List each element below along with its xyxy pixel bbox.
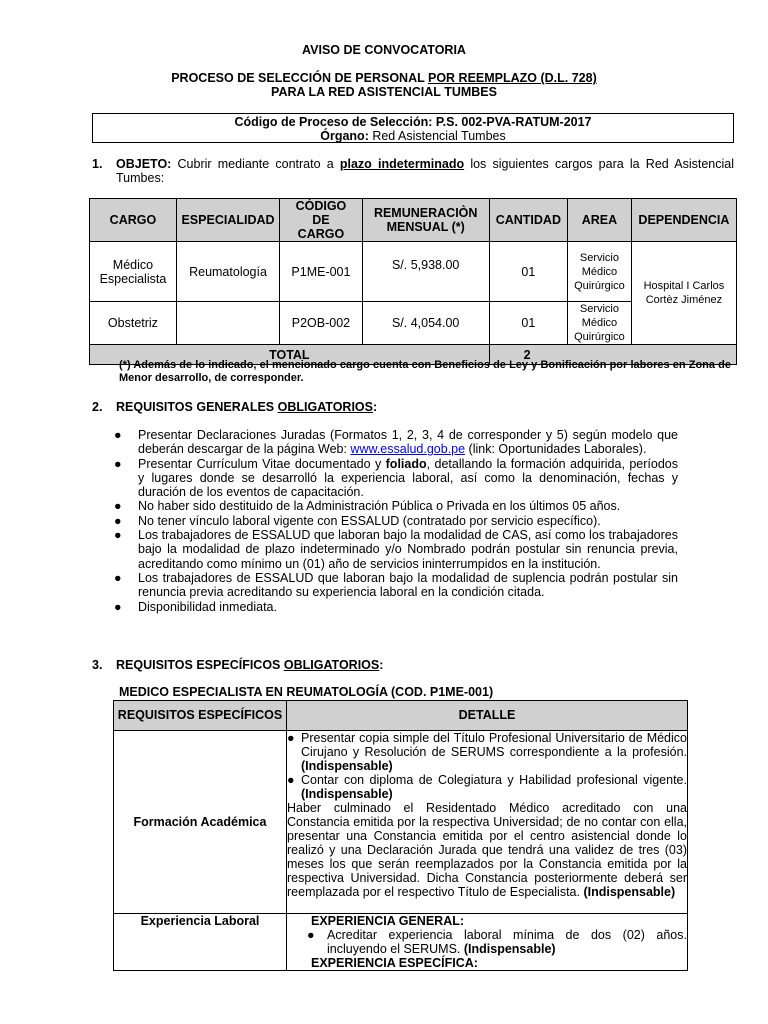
position-subtitle: MEDICO ESPECIALISTA EN REUMATOLOGÍA (COD. P1ME-001): [119, 685, 494, 699]
detail-emphasis: (Indispensable): [463, 942, 556, 956]
list-item: [112, 528, 678, 571]
table-row: [114, 914, 688, 971]
bullet-icon: ●: [114, 528, 122, 543]
bullet-icon: ●: [114, 456, 122, 471]
process-title-underlined: POR REEMPLAZO (D.L. 728): [427, 71, 597, 85]
cell-cantidad: 01: [489, 302, 567, 345]
process-title-part: PROCESO DE SELECCIÓN DE PERSONAL: [171, 71, 428, 85]
section1-text-end: los siguientes cargos para la Red Asistencial Tumbes:: [116, 157, 734, 185]
col-codigo: CÓDIGO DE CARGO: [280, 199, 363, 242]
item-emphasis: foliado: [385, 456, 427, 471]
section1-number: 1.: [92, 157, 103, 171]
list-item: [112, 457, 678, 500]
cell-cargo: Médico Especialista: [90, 242, 177, 302]
section1-objective: [116, 157, 734, 185]
detail-text: Haber culminado el Residentado Médico acreditado con una Constancia emitida por la respectiva Universidad; de no contar con ella, presentar una Constancia emitida por el centro asistencial donde lo realizó y una Declaración Jurada que tendrá una validez de tres (03) meses los que serán reemplazados por la Constancia emitida por la respectiva Universidad. Dicha Constancia posteriormente deberá ser reemplazada por el respectivo Título de Especialista.: [287, 801, 687, 899]
positions-header-row: [90, 199, 737, 242]
detail-emphasis: (Indispensable): [301, 787, 393, 801]
list-item: [112, 571, 678, 600]
item-text: Los trabajadores de ESSALUD que laboran bajo la modalidad de CAS, así como los trabajadores bajo la modalidad de plazo indeterminado y/o Nombrado podrán postular sin renuncia previa, acreditando como mínimo un (01) año de servicios ininterrumpidos en la institución.: [138, 528, 678, 571]
essalud-link[interactable]: www.essalud.gob.pe: [350, 442, 466, 457]
cell-remuneracion: S/. 4,054.00: [362, 302, 489, 345]
row-detail-formacion: [287, 731, 688, 914]
col-especialidad: ESPECIALIDAD: [176, 199, 279, 242]
item-text: Presentar Declaraciones Juradas (Formatos 1, 2, 3, 4 de corresponder y 5) según modelo que deberán descargar de la página Web:: [138, 428, 678, 457]
item-text: No tener vínculo laboral vigente con ESSALUD (contratado por servicio específico).: [138, 513, 601, 528]
positions-table: [89, 198, 737, 365]
process-code: Código de Proceso de Selección: P.S. 002-PVA-RATUM-2017: [234, 115, 592, 129]
specific-requirements-table: [113, 700, 688, 971]
section2-number: 2.: [92, 400, 103, 414]
item-text: Presentar Currículum Vitae documentado y: [138, 456, 386, 471]
list-item: [112, 600, 678, 614]
list-item: [112, 499, 678, 513]
cell-codigo: P1ME-001: [280, 242, 363, 302]
col-remuneracion: REMUNERACIÒN MENSUAL (*): [362, 199, 489, 242]
row-detail-experiencia: [287, 914, 688, 971]
item-text: No haber sido destituido de la Administración Pública o Privada en los últimos 05 años.: [138, 499, 621, 514]
item-text-end: (link: Oportunidades Laborales).: [465, 442, 647, 457]
detail-heading: EXPERIENCIA ESPECÍFICA:: [311, 956, 478, 970]
bullet-icon: ●: [114, 570, 122, 585]
cell-remuneracion: S/. 5,938.00: [362, 242, 489, 302]
process-code-box: [92, 113, 734, 143]
remuneration-note: (*) Además de lo indicado, el mencionado cargo cuenta con Beneficios de Ley y Bonificación por labores en Zona de Menor desarrollo, de corresponder.: [119, 359, 731, 384]
section3-label: REQUISITOS ESPECÍFICOS: [116, 658, 284, 672]
detail-emphasis: (Indispensable): [301, 759, 393, 773]
total-value: 2: [489, 345, 736, 365]
requirements-header-row: [114, 701, 688, 731]
detail-text: Contar con diploma de Colegiatura y Habilidad profesional vigente.: [301, 773, 687, 787]
bullet-icon: ●: [307, 928, 315, 942]
bullet-icon: ●: [287, 773, 295, 787]
col-requisitos: REQUISITOS ESPECÍFICOS: [114, 701, 287, 731]
section3-label-underlined: OBLIGATORIOS: [283, 658, 380, 672]
section2-label-underlined: OBLIGATORIOS: [277, 400, 373, 414]
item-text-end: , detallando la formación adquirida, períodos y lugares donde se desarrolló la experiencia laboral, así como la denominación, fechas y duración de los eventos de capacitación.: [138, 456, 678, 500]
detail-heading: EXPERIENCIA GENERAL:: [311, 914, 465, 928]
list-item: [112, 428, 678, 457]
cell-area: Servicio Médico Quirúrgico: [568, 242, 632, 302]
detail-emphasis: (Indispensable): [583, 885, 676, 899]
cell-especialidad: [176, 302, 279, 345]
col-area: AREA: [568, 199, 632, 242]
bullet-icon: ●: [114, 428, 122, 442]
list-item: [112, 514, 678, 528]
section2-label-colon: :: [372, 400, 378, 414]
cell-especialidad: Reumatología: [176, 242, 279, 302]
bullet-icon: ●: [287, 731, 295, 745]
col-dependencia: DEPENDENCIA: [631, 199, 736, 242]
bullet-icon: ●: [114, 499, 122, 514]
section1-text: Cubrir mediante contrato a: [171, 157, 340, 171]
total-label: TOTAL: [90, 345, 490, 365]
col-detalle: DETALLE: [287, 701, 688, 731]
cell-cargo: Obstetriz: [90, 302, 177, 345]
section2-label: REQUISITOS GENERALES: [116, 400, 278, 414]
notice-title: AVISO DE CONVOCATORIA: [302, 43, 466, 57]
section3-label-colon: :: [379, 658, 384, 672]
bullet-icon: ●: [114, 599, 122, 614]
section2-heading: [116, 400, 377, 414]
detail-text: Acreditar experiencia laboral mínima de dos (02) años. incluyendo el SERUMS.: [327, 928, 687, 956]
list-item: [287, 731, 687, 773]
list-item: [307, 928, 687, 956]
organ-label: Órgano:: [320, 129, 369, 143]
process-title: [0, 71, 768, 99]
list-item: [287, 773, 687, 801]
cell-cantidad: 01: [489, 242, 567, 302]
section1-term: plazo indeterminado: [339, 157, 465, 171]
cell-area: Servicio Médico Quirúrgico: [568, 302, 632, 345]
bullet-icon: ●: [114, 513, 122, 528]
cell-dependencia: Hospital I Carlos Cortèz Jiménez: [631, 242, 736, 345]
cell-codigo: P2OB-002: [280, 302, 363, 345]
detail-paragraph: [287, 801, 687, 899]
row-label-experiencia: Experiencia Laboral: [114, 914, 287, 971]
col-cantidad: CANTIDAD: [489, 199, 567, 242]
table-row: [114, 731, 688, 914]
organ-line: [93, 129, 733, 143]
table-row: [90, 242, 737, 302]
item-text: Los trabajadores de ESSALUD que laboran bajo la modalidad de suplencia podrán postular sin renuncia previa acreditando su experiencia laboral en la condición citada.: [138, 570, 678, 600]
item-text: Disponibilidad inmediata.: [138, 599, 277, 614]
general-requirements-list: [112, 428, 678, 614]
organ-value: Red Asistencial Tumbes: [368, 129, 506, 143]
detail-text: Presentar copia simple del Título Profesional Universitario de Médico Cirujano y Resolución de SERUMS correspondiente a la profesión.: [301, 731, 687, 759]
process-subtitle: PARA LA RED ASISTENCIAL TUMBES: [271, 85, 497, 99]
section3-number: 3.: [92, 658, 103, 672]
row-label-formacion: Formación Académica: [114, 731, 287, 914]
section1-label: OBJETO:: [116, 157, 172, 171]
col-cargo: CARGO: [90, 199, 177, 242]
section3-heading: [116, 658, 383, 672]
